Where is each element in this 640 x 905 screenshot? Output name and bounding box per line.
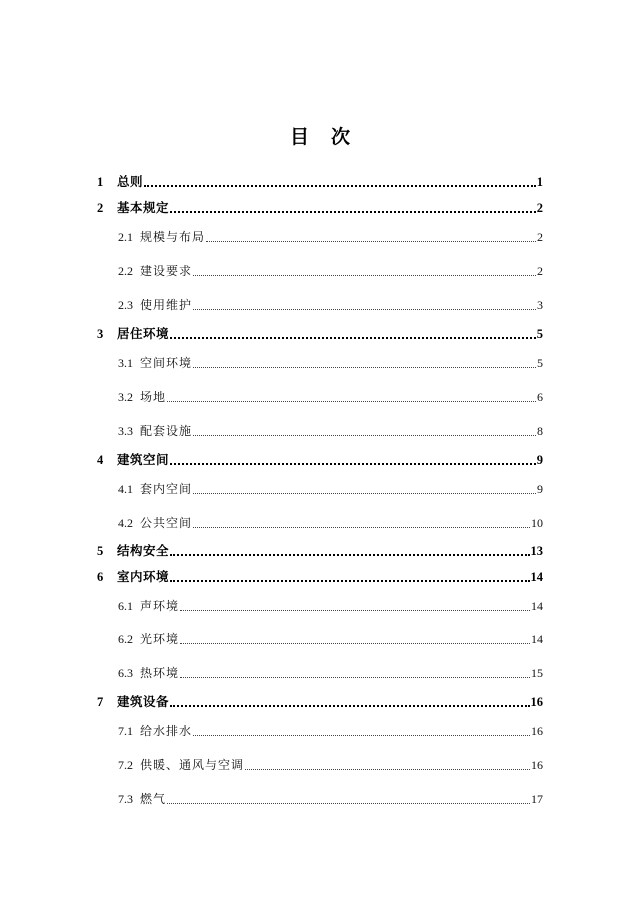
dot-leader bbox=[193, 735, 530, 736]
toc-entry-label: 供暖、通风与空调 bbox=[140, 758, 245, 772]
dot-leader bbox=[170, 337, 536, 339]
toc-entry-4[interactable] bbox=[97, 450, 543, 468]
toc-entry-label: 空间环境 bbox=[140, 356, 193, 370]
toc-entry-3[interactable] bbox=[97, 324, 543, 342]
dot-leader bbox=[170, 580, 529, 582]
toc-entry-label: 结构安全 bbox=[117, 543, 170, 558]
toc-entry-number: 2.2 bbox=[118, 264, 133, 278]
toc-entry-page: 10 bbox=[531, 516, 543, 530]
toc-entry-page: 15 bbox=[531, 666, 543, 680]
page-title-char-2: 次 bbox=[331, 126, 351, 148]
toc-entry-label: 建筑空间 bbox=[117, 452, 170, 467]
toc-entry-number: 7.3 bbox=[118, 792, 133, 806]
toc-entry-page: 8 bbox=[537, 424, 543, 438]
dot-leader bbox=[193, 309, 536, 310]
toc-entry-number: 6.2 bbox=[118, 632, 133, 646]
toc-entry-label: 建设要求 bbox=[140, 264, 193, 278]
toc-entry-label: 燃气 bbox=[140, 792, 167, 806]
toc-entry-label: 声环境 bbox=[140, 599, 180, 613]
toc-entry-number: 2.1 bbox=[118, 230, 133, 244]
toc-entry-6-1[interactable] bbox=[118, 596, 543, 614]
dot-leader bbox=[193, 367, 536, 368]
dot-leader bbox=[170, 211, 536, 213]
toc-entry-label: 配套设施 bbox=[140, 424, 193, 438]
toc-entry-label: 光环境 bbox=[140, 632, 180, 646]
toc-entry-7-1[interactable] bbox=[118, 721, 543, 739]
toc-entry-page: 5 bbox=[537, 356, 543, 370]
toc-entry-page: 1 bbox=[536, 175, 543, 189]
toc-entry-page: 17 bbox=[531, 792, 543, 806]
toc-entry-number: 2 bbox=[97, 201, 104, 215]
toc-entry-page: 5 bbox=[536, 327, 543, 341]
dot-leader bbox=[180, 677, 530, 678]
toc-entry-label: 套内空间 bbox=[140, 482, 193, 496]
toc-entry-3-2[interactable] bbox=[118, 387, 543, 405]
toc-entry-number: 7 bbox=[97, 695, 104, 709]
dot-leader bbox=[167, 401, 536, 402]
toc-entry-6[interactable] bbox=[97, 567, 543, 585]
toc-entry-6-3[interactable] bbox=[118, 663, 543, 681]
toc-entry-page: 2 bbox=[536, 201, 543, 215]
dot-leader bbox=[180, 643, 530, 644]
toc-entry-4-2[interactable] bbox=[118, 513, 543, 531]
dot-leader bbox=[170, 705, 529, 707]
page-title-char-1: 目 bbox=[289, 126, 309, 148]
dot-leader bbox=[206, 241, 536, 242]
toc-entry-7[interactable] bbox=[97, 692, 543, 710]
toc-entry-label: 室内环境 bbox=[117, 569, 170, 584]
toc-entry-label: 总则 bbox=[117, 174, 144, 189]
toc-entry-label: 场地 bbox=[140, 390, 167, 404]
dot-leader bbox=[170, 554, 529, 556]
toc-entry-page: 14 bbox=[531, 599, 543, 613]
toc-entry-number: 3.3 bbox=[118, 424, 133, 438]
toc-entry-2-2[interactable] bbox=[118, 261, 543, 279]
toc-entry-number: 6.3 bbox=[118, 666, 133, 680]
toc-entry-number: 3.1 bbox=[118, 356, 133, 370]
toc-entry-1[interactable] bbox=[97, 172, 543, 190]
toc-entry-3-3[interactable] bbox=[118, 421, 543, 439]
toc-entry-page: 13 bbox=[530, 544, 543, 558]
toc-entry-number: 4 bbox=[97, 453, 104, 467]
toc-entry-page: 9 bbox=[536, 453, 543, 467]
dot-leader bbox=[167, 803, 530, 804]
toc-entry-4-1[interactable] bbox=[118, 479, 543, 497]
toc-entry-number: 2.3 bbox=[118, 298, 133, 312]
toc-entry-label: 基本规定 bbox=[117, 200, 170, 215]
dot-leader bbox=[180, 610, 530, 611]
toc-entry-page: 9 bbox=[537, 482, 543, 496]
toc-entry-label: 公共空间 bbox=[140, 516, 193, 530]
toc-entry-number: 5 bbox=[97, 544, 104, 558]
toc-entry-page: 16 bbox=[531, 724, 543, 738]
toc-entry-2-3[interactable] bbox=[118, 295, 543, 313]
dot-leader bbox=[193, 435, 536, 436]
toc-entry-7-3[interactable] bbox=[118, 789, 543, 807]
toc-entry-label: 规模与布局 bbox=[140, 230, 206, 244]
dot-leader bbox=[170, 463, 536, 465]
toc-entry-page: 6 bbox=[537, 390, 543, 404]
dot-leader bbox=[245, 769, 530, 770]
toc-entry-number: 3.2 bbox=[118, 390, 133, 404]
toc-entry-page: 3 bbox=[537, 298, 543, 312]
toc-entry-page: 16 bbox=[531, 758, 543, 772]
toc-entry-6-2[interactable] bbox=[118, 629, 543, 647]
toc-entry-3-1[interactable] bbox=[118, 353, 543, 371]
dot-leader bbox=[144, 185, 536, 187]
toc-entry-2-1[interactable] bbox=[118, 227, 543, 245]
toc-entry-page: 2 bbox=[537, 230, 543, 244]
toc-entry-label: 建筑设备 bbox=[117, 694, 170, 709]
toc-entry-number: 7.2 bbox=[118, 758, 133, 772]
toc-entry-label: 给水排水 bbox=[140, 724, 193, 738]
toc-entry-number: 6 bbox=[97, 570, 104, 584]
toc-entry-label: 热环境 bbox=[140, 666, 180, 680]
toc-entry-5[interactable] bbox=[97, 541, 543, 559]
toc-entry-number: 6.1 bbox=[118, 599, 133, 613]
toc-entry-page: 14 bbox=[530, 570, 543, 584]
toc-entry-page: 16 bbox=[530, 695, 543, 709]
dot-leader bbox=[193, 527, 530, 528]
toc-entry-2[interactable] bbox=[97, 198, 543, 216]
toc-entry-number: 4.2 bbox=[118, 516, 133, 530]
dot-leader bbox=[193, 275, 536, 276]
dot-leader bbox=[193, 493, 536, 494]
toc-entry-number: 3 bbox=[97, 327, 104, 341]
toc-entry-page: 14 bbox=[531, 632, 543, 646]
toc-entry-number: 7.1 bbox=[118, 724, 133, 738]
toc-entry-page: 2 bbox=[537, 264, 543, 278]
toc-entry-label: 居住环境 bbox=[117, 326, 170, 341]
toc-entry-number: 4.1 bbox=[118, 482, 133, 496]
toc-entry-7-2[interactable] bbox=[118, 755, 543, 773]
toc-entry-label: 使用维护 bbox=[140, 298, 193, 312]
toc-entry-number: 1 bbox=[97, 175, 104, 189]
